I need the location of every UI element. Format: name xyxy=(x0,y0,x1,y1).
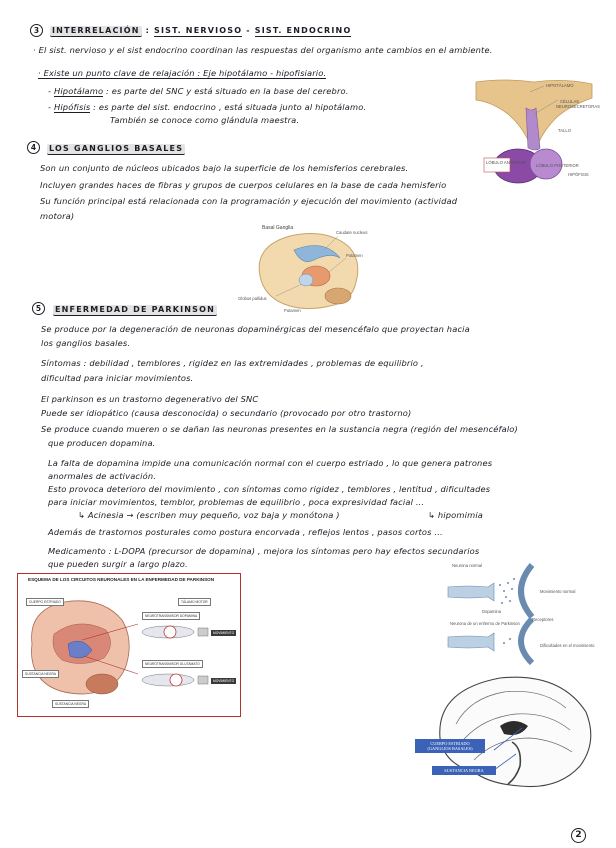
label-sustancia-negra: SUSTANCIA NEGRA xyxy=(432,766,496,775)
scheme-label-mid1: NEUROTRANSMISOR DOPAMINA xyxy=(142,612,200,620)
label-neurona-normal: Neurona normal xyxy=(452,563,483,568)
s5-line1: Se produce por la degeneración de neuronas dopaminérgicas del mesencéfalo que proyectan hacia xyxy=(41,324,470,334)
s5-line12: para iniciar movimientos, temblor, problemas de equilibrio , poca expresividad facial ... xyxy=(48,497,425,507)
section-4-number: 4 xyxy=(27,141,40,154)
s3-line2 xyxy=(38,68,326,78)
label-caudate: Caudate nucleus xyxy=(336,230,368,235)
label-dificultades: Dificultades en el movimiento xyxy=(540,643,595,648)
s4-line3: Su función principal está relacionada con la programación y ejecución del movimiento (actividad xyxy=(40,196,458,206)
scheme-synapse-1 xyxy=(164,626,176,638)
s3-hipotalamo-line xyxy=(48,86,349,96)
section-5-title xyxy=(53,305,217,314)
section-3-number: 3 xyxy=(30,24,43,37)
label-lobulo-anterior: LÓBULO ANTERIOR xyxy=(486,160,526,165)
scheme-label-mid2: NEUROTRANSMISOR GLUTAMATO xyxy=(142,660,203,668)
s3-hipofisis-line xyxy=(48,102,366,112)
scheme-axon-2 xyxy=(142,674,194,686)
s5-line6: Puede ser idiopático (causa desconocida) o secundario (provocado por otro trastorno) xyxy=(41,408,412,418)
page-number: 2 xyxy=(571,828,586,843)
dopamine-dots xyxy=(499,578,515,644)
s5-line13b: ↳ hipomimia xyxy=(428,510,484,520)
scheme-drawing xyxy=(18,574,240,716)
s3-hipofisis-line2: También se conoce como glándula maestra. xyxy=(110,115,300,125)
s3-dash-2: - xyxy=(48,102,52,112)
label-tallo: TALLO xyxy=(558,128,571,133)
s5-line15: Medicamento : L-DOPA (precursor de dopamina) , mejora los síntomas pero hay efectos secundarios xyxy=(48,546,480,556)
label-neurosecretoras: NEUROSECRETORAS xyxy=(556,104,600,109)
scheme-label-out1: MOVIMIENTO xyxy=(213,631,235,635)
section-3-title-sep: : xyxy=(145,26,151,35)
basal-ganglia-title: Basal Ganglia xyxy=(262,225,294,231)
scheme-label-right-top: TÁLAMO MOTOR xyxy=(178,598,211,606)
scheme-label-left-bottom: SUSTANCIA NEGRA xyxy=(22,670,59,678)
label-putamen-top: Putamen xyxy=(346,253,363,258)
pituitary-figure xyxy=(474,78,600,190)
scheme-label-bottom: SUSTANCIA NEGRA xyxy=(52,700,89,708)
normal-neuron-shape xyxy=(448,583,494,601)
receptor-upper xyxy=(521,565,532,617)
brain-section-figure xyxy=(430,668,598,796)
label-hipotalamo: HIPOTÁLAMO xyxy=(546,83,574,88)
s4-line1: Son un conjunto de núcleos ubicados bajo la superficie de los hemisferios cerebrales. xyxy=(40,163,409,173)
scheme-label-left-top: CUERPO ESTRIADO xyxy=(26,598,64,606)
label-receptores: Receptores xyxy=(532,617,554,622)
s3-line1: · El sist. nervioso y el sist endocrino coordinan las respuestas del organismo ante cambios en el ambiente. xyxy=(33,45,493,55)
section-3-title-a: INTERRELACIÓN xyxy=(52,26,140,35)
s3-hipotalamo-term: Hipotálamo xyxy=(53,86,104,96)
label-movimiento-normal: Movimiento normal xyxy=(540,589,576,594)
label-neurona-parkinson: Neurona de un enfermo de Parkinson xyxy=(450,621,520,626)
cerebellum-shape xyxy=(325,288,351,304)
section-5-number: 5 xyxy=(32,302,45,315)
scheme-title: ESQUEMA DE LOS CIRCUITOS NEURONALES EN LA ENFERMEDAD DE PARKINSON xyxy=(28,577,215,582)
section-3-title-c: SIST. ENDOCRINO xyxy=(254,26,352,35)
s3-hipofisis-term: Hipófisis xyxy=(53,102,91,112)
s5-line11: Esto provoca deterioro del movimiento , con síntomas como rigidez , temblores , lentitud , dificultades xyxy=(48,484,491,494)
label-cuerpo-estriado xyxy=(415,739,485,753)
scheme-label-out2: MOVIMIENTO xyxy=(213,679,235,683)
scheme-cerebellum xyxy=(86,674,118,694)
parkinson-scheme-figure xyxy=(17,573,241,717)
s5-line13a: ↳ Acinesia → (escriben muy pequeño, voz baja y monótona ) xyxy=(78,510,340,520)
s3-hipofisis-text: : es parte del sist. endocrino , está situada junto al hipotálamo. xyxy=(93,102,367,112)
s5-line4: dificultad para iniciar movimientos. xyxy=(41,373,194,383)
receptor-lower xyxy=(521,619,532,663)
s5-line3: Síntomas : debilidad , temblores , rigidez en las extremidades , problemas de equilibrio , xyxy=(41,358,424,368)
scheme-synapse-2 xyxy=(170,674,182,686)
label-lobulo-posterior: LÓBULO POSTERIOR xyxy=(536,163,579,168)
s3-line2-text: · Existe un punto clave de relajación : Eje hipotálamo - hipofisiario. xyxy=(38,68,327,78)
s5-line2: los ganglios basales. xyxy=(41,338,131,348)
s5-line9: La falta de dopamina impide una comunicación normal con el cuerpo estriado , lo que genera patrones xyxy=(48,458,493,468)
s5-line8: que producen dopamina. xyxy=(48,438,156,448)
s4-line2: Incluyen grandes haces de fibras y grupos de cuerpos celulares en la base de cada hemisferio xyxy=(40,180,447,190)
label-celulas: CÉLULAS xyxy=(560,99,580,104)
section-3-title xyxy=(50,26,351,35)
s5-line14: Además de trastornos posturales como postura encorvada , reflejos lentos , pasos cortos ... xyxy=(48,527,443,537)
s4-line4: motora) xyxy=(40,211,75,221)
scheme-terminal-2 xyxy=(198,676,208,684)
s5-line5: El parkinson es un trastorno degenerativo del SNC xyxy=(41,394,259,404)
section-5-title-text: ENFERMEDAD DE PARKINSON xyxy=(55,305,216,314)
label-hipofisis: HIPÓFISIS xyxy=(568,172,589,177)
label-cuerpo-estriado-line1: CUERPO ESTRIADO xyxy=(430,741,470,746)
s5-line16: que pueden surgir a largo plazo. xyxy=(48,559,188,569)
label-cuerpo-estriado-line2: (GANGLIOS BASALES) xyxy=(427,746,473,751)
parkinson-neuron-shape xyxy=(448,633,494,651)
s5-line7: Se produce cuando mueren o se dañan las neuronas presentes en la sustancia negra (región del mesencéfalo) xyxy=(41,424,518,434)
s3-dash-1: - xyxy=(48,86,52,96)
synapse-figure xyxy=(448,557,598,665)
scheme-terminal-1 xyxy=(198,628,208,636)
section-4-title xyxy=(47,144,185,153)
s3-hipotalamo-text: : es parte del SNC y está situado en la base del cerebro. xyxy=(106,86,349,96)
section-4-title-text: LOS GANGLIOS BASALES xyxy=(49,144,184,153)
s5-line10: anormales de activación. xyxy=(48,471,157,481)
label-putamen-bottom: Putamen xyxy=(284,308,301,313)
basal-ganglia-figure xyxy=(234,220,384,316)
section-3-title-dash: - xyxy=(246,26,251,35)
label-dopamina: Dopamina xyxy=(482,609,502,614)
section-3-title-b: SIST. NERVIOSO xyxy=(154,26,243,35)
label-globus: Globus pallidus xyxy=(238,296,267,301)
